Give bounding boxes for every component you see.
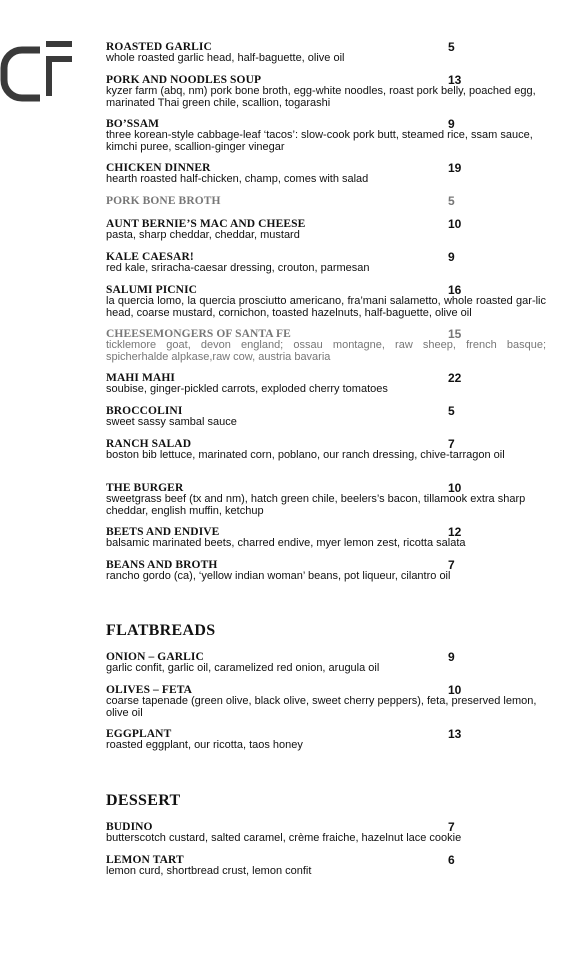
item-price: 10: [448, 217, 462, 231]
menu-item: [106, 284, 546, 319]
menu-item: [106, 41, 546, 65]
item-price: 19: [448, 161, 462, 175]
item-description: hearth roasted half-chicken, champ, comes with salad: [106, 173, 369, 185]
menu-item: [106, 482, 546, 517]
logo-icon: [0, 38, 72, 110]
item-description: garlic confit, garlic oil, caramelized red onion, arugula oil: [106, 662, 380, 674]
item-description: kyzer farm (abq, nm) pork bone broth, egg-white noodles, roast pork belly, poached egg, marinated Thai green chile, scallion, togarashi: [106, 85, 536, 109]
item-price: 12: [448, 525, 462, 539]
item-description: three korean-style cabbage-leaf ‘tacos’: slow-cook pork butt, steamed rice, ssam sauce, kimchi puree, scallion-ginger vinegar: [106, 129, 533, 153]
item-price: 15: [448, 327, 462, 341]
item-name: THE BURGER: [106, 482, 184, 494]
item-price: 5: [448, 40, 455, 54]
item-price: 6: [448, 853, 455, 867]
menu-item: [106, 438, 546, 462]
menu-item: [106, 526, 546, 550]
item-name: AUNT BERNIE’S MAC AND CHEESE: [106, 218, 306, 230]
item-description: lemon curd, shortbread crust, lemon confit: [106, 865, 312, 877]
menu-item: [106, 559, 546, 583]
item-price: 7: [448, 820, 455, 834]
menu-item: [106, 195, 546, 207]
item-price: 22: [448, 371, 462, 385]
item-description: coarse tapenade (green olive, black olive, sweet cherry peppers), feta, preserved lemon, olive oil: [106, 695, 537, 719]
item-name: SALUMI PICNIC: [106, 284, 198, 296]
item-description: la quercia lomo, la quercia prosciutto americano, fra’mani salametto, whole roasted gar-lic head, coarse mustard, cornichon, toasted hazelnuts, half-baguette, olive oil: [106, 295, 546, 319]
item-name: OLIVES – FETA: [106, 684, 193, 696]
item-name: BROCCOLINI: [106, 405, 183, 417]
item-description: red kale, sriracha-caesar dressing, crouton, parmesan: [106, 262, 370, 274]
item-description: soubise, ginger-pickled carrots, exploded cherry tomatoes: [106, 383, 388, 395]
menu-item: [106, 854, 546, 878]
item-description: whole roasted garlic head, half-baguette, olive oil: [106, 52, 345, 64]
item-name: ONION – GARLIC: [106, 651, 204, 663]
item-description: roasted eggplant, our ricotta, taos honey: [106, 739, 303, 751]
menu-item: [106, 821, 546, 845]
item-price: 7: [448, 437, 455, 451]
item-name: RANCH SALAD: [106, 438, 192, 450]
item-description: rancho gordo (ca), ‘yellow indian woman’ beans, pot liqueur, cilantro oil: [106, 570, 451, 582]
item-price: 5: [448, 194, 455, 208]
menu-item: [106, 118, 546, 153]
item-name: BUDINO: [106, 821, 153, 833]
section-heading-dessert: DESSERT: [106, 792, 181, 809]
item-description: butterscotch custard, salted caramel, crème fraiche, hazelnut lace cookie: [106, 832, 462, 844]
item-name: CHEESEMONGERS OF SANTA FE: [106, 328, 291, 340]
menu-item: [106, 162, 546, 186]
menu-item: [106, 251, 546, 275]
menu-item: [106, 728, 546, 752]
menu-item: [106, 372, 546, 396]
item-price: 13: [448, 73, 462, 87]
item-description: balsamic marinated beets, charred endive, myer lemon zest, ricotta salata: [106, 537, 466, 549]
section-heading-flatbreads: FLATBREADS: [106, 622, 216, 639]
item-price: 5: [448, 404, 455, 418]
item-name: CHICKEN DINNER: [106, 162, 211, 174]
item-name: LEMON TART: [106, 854, 184, 866]
item-price: 9: [448, 117, 455, 131]
item-description: sweetgrass beef (tx and nm), hatch green chile, beelers’s bacon, tillamook extra sharp cheddar, english muffin, ketchup: [106, 493, 526, 517]
item-price: 10: [448, 683, 462, 697]
item-name: BO’SSAM: [106, 118, 160, 130]
item-name: KALE CAESAR!: [106, 251, 194, 263]
item-name: PORK AND NOODLES SOUP: [106, 74, 262, 86]
item-description: ticklemore goat, devon england; ossau montagne, raw sheep, french basque; spicherhalde alpkase,raw cow, austria bavaria: [106, 339, 546, 363]
item-description: boston bib lettuce, marinated corn, poblano, our ranch dressing, chive-tarragon oil: [106, 449, 505, 461]
item-price: 10: [448, 481, 462, 495]
item-description: sweet sassy sambal sauce: [106, 416, 237, 428]
menu-item: [106, 328, 546, 363]
item-price: 16: [448, 283, 462, 297]
item-name: EGGPLANT: [106, 728, 172, 740]
item-name: BEANS AND BROTH: [106, 559, 218, 571]
item-name: BEETS AND ENDIVE: [106, 526, 220, 538]
item-price: 9: [448, 250, 455, 264]
menu-item: [106, 405, 546, 429]
menu-item: [106, 218, 546, 242]
item-price: 7: [448, 558, 455, 572]
menu-item: [106, 684, 546, 719]
menu-item: [106, 651, 546, 675]
item-price: 13: [448, 727, 462, 741]
item-name: MAHI MAHI: [106, 372, 175, 384]
item-name: PORK BONE BROTH: [106, 195, 221, 207]
menu-item: [106, 74, 546, 109]
item-price: 9: [448, 650, 455, 664]
item-name: ROASTED GARLIC: [106, 41, 212, 53]
item-description: pasta, sharp cheddar, cheddar, mustard: [106, 229, 300, 241]
